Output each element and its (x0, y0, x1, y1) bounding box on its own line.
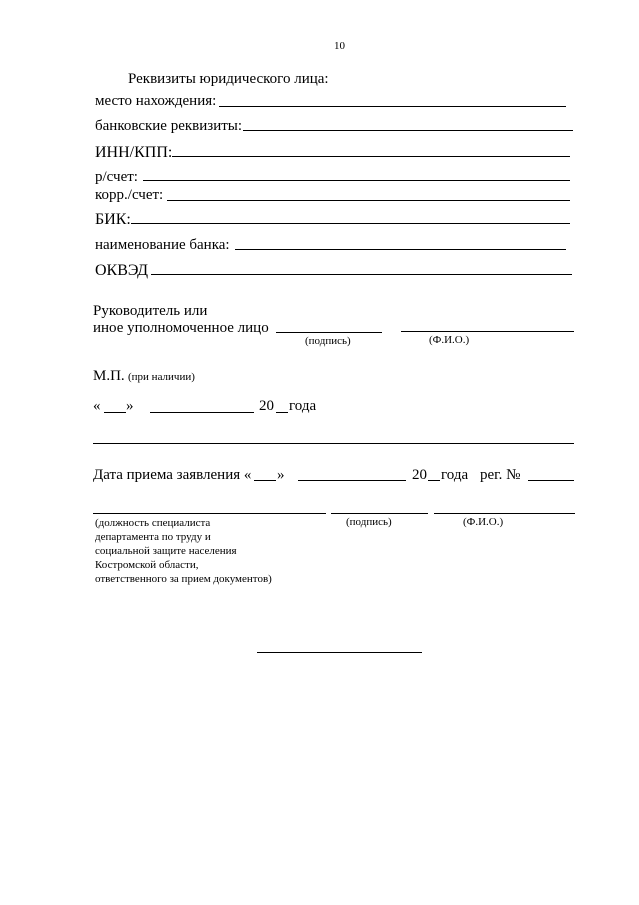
signatory-line1: Руководитель или (93, 303, 208, 319)
date-year-prefix: 20 (259, 398, 274, 414)
date-year-field[interactable] (276, 412, 288, 413)
reg-number-field[interactable] (528, 480, 574, 481)
bik-label: БИК: (95, 211, 131, 228)
signatory-line2: иное уполномоченное лицо (93, 320, 269, 336)
specialist-signature-field[interactable] (331, 513, 428, 514)
corr-account-label: корр./счет: (95, 187, 164, 203)
date-open-quote: « (93, 398, 101, 414)
okved-field[interactable] (151, 274, 572, 275)
specialist-name-field[interactable] (434, 513, 575, 514)
acceptance-day-field[interactable] (254, 480, 276, 481)
signatory-signature-field[interactable] (276, 332, 382, 333)
date-day-field[interactable] (104, 412, 126, 413)
bank-details-field[interactable] (243, 130, 573, 131)
corr-account-field[interactable] (167, 200, 570, 201)
bik-field[interactable] (131, 223, 570, 224)
signatory-signature-caption: (подпись) (305, 335, 351, 347)
inn-kpp-label: ИНН/КПП: (95, 144, 173, 161)
specialist-caption-line: Костромской области, (95, 559, 199, 571)
date-year-suffix: года (289, 398, 317, 414)
bank-name-label: наименование банка: (95, 237, 230, 253)
reg-number-label: рег. № (480, 467, 521, 483)
bank-details-label: банковские реквизиты: (95, 118, 243, 134)
acceptance-month-field[interactable] (298, 480, 406, 481)
account-label: р/счет: (95, 169, 138, 185)
account-field[interactable] (143, 180, 570, 181)
inn-kpp-field[interactable] (172, 156, 570, 157)
acceptance-year-prefix: 20 (412, 467, 427, 483)
specialist-caption-line: социальной защите населения (95, 545, 237, 557)
blank-line[interactable] (93, 443, 574, 444)
specialist-caption-line: департамента по труду и (95, 531, 211, 543)
specialist-caption-line: (должность специалиста (95, 517, 211, 529)
acceptance-year-suffix: года (441, 467, 469, 483)
stamp-label: М.П. (93, 368, 125, 384)
okved-label: ОКВЭД (95, 262, 149, 279)
date-month-field[interactable] (150, 412, 254, 413)
acceptance-close-quote: » (277, 467, 285, 483)
signatory-name-caption: (Ф.И.О.) (429, 334, 470, 346)
signatory-name-field[interactable] (401, 331, 574, 332)
acceptance-year-field[interactable] (428, 480, 440, 481)
bank-name-field[interactable] (235, 249, 566, 250)
stamp-note: (при наличии) (128, 371, 195, 383)
specialist-signature-caption: (подпись) (346, 516, 392, 528)
location-field[interactable] (219, 106, 566, 107)
specialist-caption-line: ответственного за прием документов) (95, 573, 272, 585)
section-title: Реквизиты юридического лица: (128, 71, 329, 87)
closing-separator (257, 652, 422, 653)
date-close-quote: » (126, 398, 134, 414)
specialist-position-field[interactable] (93, 513, 326, 514)
page-number: 10 (334, 40, 345, 52)
acceptance-label: Дата приема заявления « (93, 467, 252, 483)
location-label: место нахождения: (95, 93, 217, 109)
specialist-name-caption: (Ф.И.О.) (463, 516, 504, 528)
